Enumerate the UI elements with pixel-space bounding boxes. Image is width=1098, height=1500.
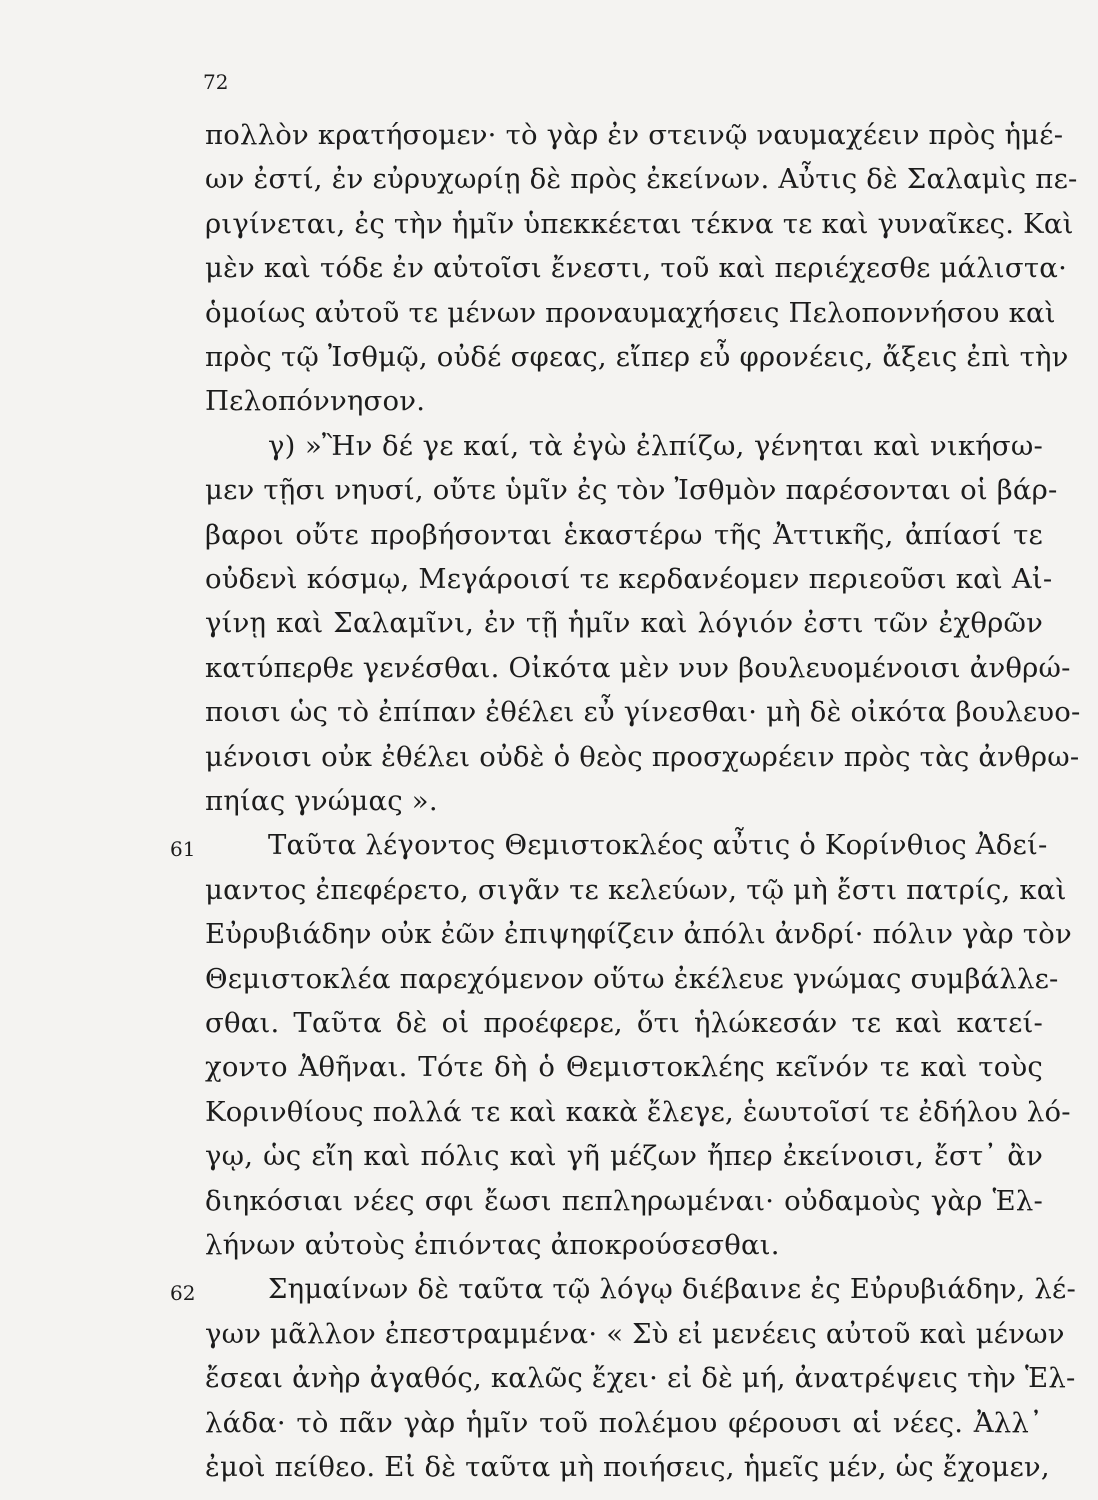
text-line: Εὐρυβιάδην οὐκ ἐῶν ἐπιψηφίζειν ἀπόλι ἀνδρί· πόλιν γὰρ τὸν (205, 918, 1072, 951)
text-line: πρὸς τῷ Ἰσθμῷ, οὐδέ σφεας, εἴπερ εὖ φρονέεις, ἄξεις ἐπὶ τὴν (205, 341, 1069, 373)
text-line: διηκόσιαι νέες σφι ἔωσι πεπληρωμέναι· οὐδαμοὺς γὰρ Ἑλ- (205, 1184, 1043, 1217)
page-number: 72 (203, 70, 229, 94)
text-line: πηίας γνώμας ». (205, 785, 438, 817)
text-line: ποισι ὡς τὸ ἐπίπαν ἐθέλει εὖ γίνεσθαι· μὴ δὲ οἰκότα βουλευο- (205, 696, 1081, 729)
text-line: Πελοπόννησον. (205, 385, 426, 418)
text-line: λάδα· τὸ πᾶν γὰρ ἡμῖν τοῦ πολέμου φέρουσι αἱ νέες. Ἀλλ᾽ (205, 1406, 1043, 1439)
text-line: ὁμοίως αὐτοῦ τε μένων προναυμαχήσεις Πελοποννήσου καὶ (205, 296, 1056, 329)
text-line: πολλὸν κρατήσομεν· τὸ γὰρ ἐν στεινῷ ναυμαχέειν πρὸς ἡμέ- (205, 119, 1064, 151)
text-line: βαροι οὔτε προβήσονται ἑκαστέρω τῆς Ἀττικῆς, ἀπίασί τε (205, 518, 1043, 551)
text-line: μαντος ἐπεφέρετο, σιγᾶν τε κελεύων, τῷ μὴ ἔστι πατρίς, καὶ (205, 873, 1067, 906)
text-line: γων μᾶλλον ἐπεστραμμένα· « Σὺ εἰ μενέεις αὐτοῦ καὶ μένων (205, 1317, 1065, 1350)
text-line: κατύπερθε γενέσθαι. Οἰκότα μὲν νυν βουλευομένοισι ἀνθρώ- (205, 651, 1071, 684)
text-line: ων ἐστί, ἐν εὐρυχωρίῃ δὲ πρὸς ἐκείνων. Αὖτις δὲ Σαλαμὶς πε- (205, 163, 1078, 196)
chapter-number: 61 (170, 837, 196, 862)
text-line: γίνῃ καὶ Σαλαμῖνι, ἐν τῇ ἡμῖν καὶ λόγιόν ἐστι τῶν ἐχθρῶν (205, 607, 1043, 640)
text-line: Ταῦτα λέγοντος Θεμιστοκλέος αὖτις ὁ Κορίνθιος Ἀδεί- (268, 829, 1048, 862)
text-line: ἐμοὶ πείθεο. Εἰ δὲ ταῦτα μὴ ποιήσεις, ἡμεῖς μέν, ὡς ἔχομεν, (205, 1451, 1050, 1483)
text-line: μεν τῇσι νηυσί, οὔτε ὑμῖν ἐς τὸν Ἰσθμὸν παρέσονται οἱ βάρ- (205, 474, 1058, 507)
text-line: λήνων αὐτοὺς ἐπιόντας ἀποκρούσεσθαι. (205, 1229, 780, 1261)
text-line: μὲν καὶ τόδε ἐν αὐτοῖσι ἔνεστι, τοῦ καὶ περιέχεσθε μάλιστα· (205, 252, 1068, 285)
text-line: Θεμιστοκλέα παρεχόμενον οὕτω ἐκέλευε γνώμας συμβάλλε- (205, 962, 1059, 995)
text-line: γῳ, ὡς εἴη καὶ πόλις καὶ γῆ μέζων ἤπερ ἐκείνοισι, ἔστ᾽ ἂν (205, 1140, 1043, 1173)
text-line: Σημαίνων δὲ ταῦτα τῷ λόγῳ διέβαινε ἐς Εὐρυβιάδην, λέ- (268, 1273, 1076, 1306)
text-line: οὐδενὶ κόσμῳ, Μεγάροισί τε κερδανέομεν περιεοῦσι καὶ Αἰ- (205, 563, 1053, 595)
text-line: ριγίνεται, ἐς τὴν ἡμῖν ὑπεκκέεται τέκνα τε καὶ γυναῖκες. Καὶ (205, 207, 1074, 240)
text-line: Κορινθίους πολλά τε καὶ κακὰ ἔλεγε, ἑωυτοῖσί τε ἐδήλου λό- (205, 1095, 1071, 1128)
chapter-number: 62 (170, 1281, 196, 1306)
text-line: γ) »Ἢν δέ γε καί, τὰ ἐγὼ ἐλπίζω, γένηται καὶ νικήσω- (268, 429, 1043, 462)
text-line: ἔσεαι ἀνὴρ ἀγαθός, καλῶς ἔχει· εἰ δὲ μή, ἀνατρέψεις τὴν Ἑλ- (205, 1362, 1076, 1395)
text-line: σθαι. Ταῦτα δὲ οἱ προέφερε, ὅτι ἡλώκεσάν τε καὶ κατεί- (205, 1007, 1043, 1039)
text-line: χοντο Ἀθῆναι. Τότε δὴ ὁ Θεμιστοκλέης κεῖνόν τε καὶ τοὺς (205, 1051, 1043, 1084)
text-line: μένοισι οὐκ ἐθέλει οὐδὲ ὁ θεὸς προσχωρέειν πρὸς τὰς ἀνθρω- (205, 740, 1080, 773)
